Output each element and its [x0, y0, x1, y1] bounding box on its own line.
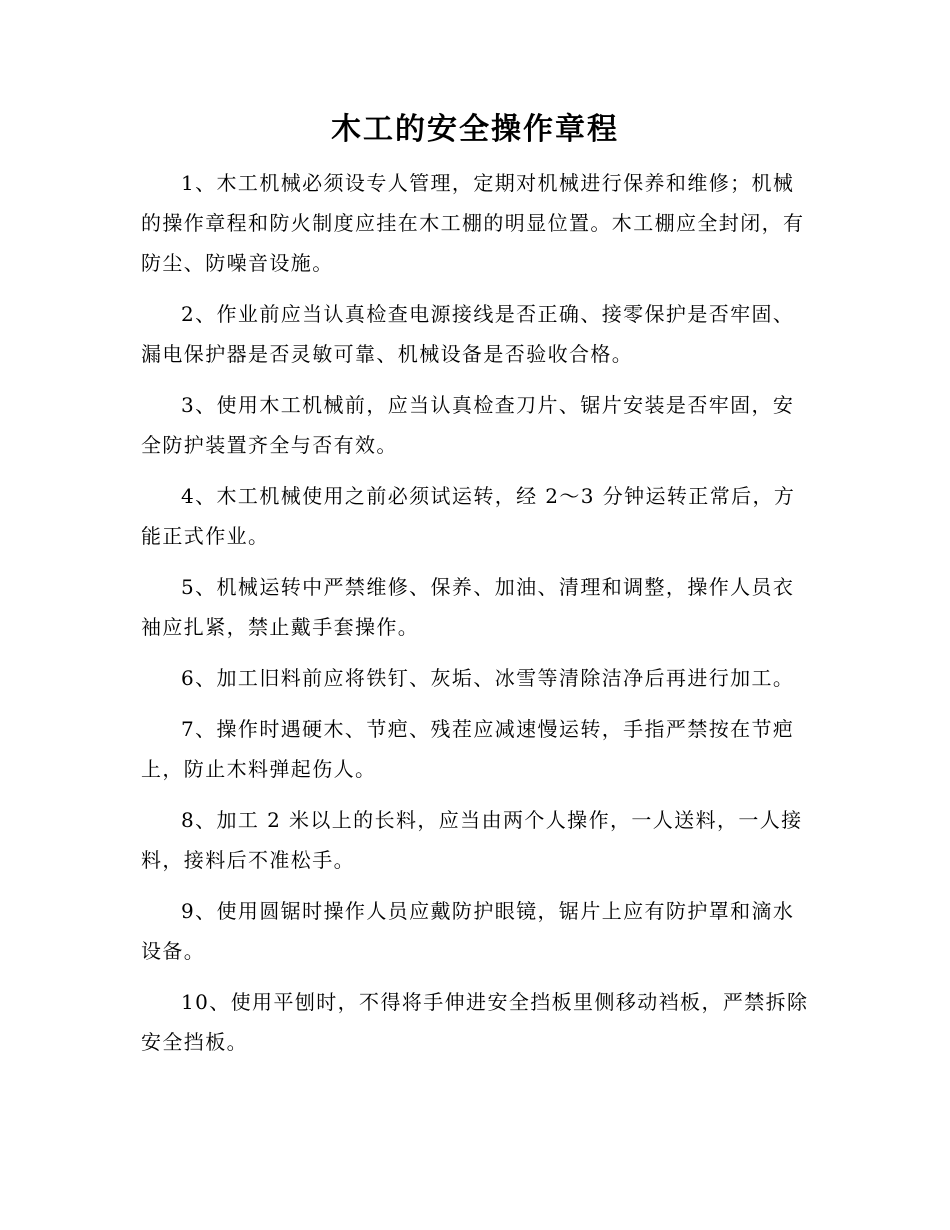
document-body [141, 163, 809, 1073]
paragraph-8: 8、加工 2 米以上的长料，应当由两个人操作，一人送料，一人接料，接料后不准松手。 [141, 808, 803, 872]
paragraph-5: 5、机械运转中严禁维修、保养、加油、清理和调整，操作人员衣袖应扎紧，禁止戴手套操作。 [141, 575, 795, 639]
paragraph-4: 4、木工机械使用之前必须试运转，经 2～3 分钟运转正常后，方能正式作业。 [141, 484, 796, 548]
paragraph-3: 3、使用木工机械前，应当认真检查刀片、锯片安装是否牢固，安全防护装置齐全与否有效。 [141, 393, 795, 457]
paragraph-10: 10、使用平刨时，不得将手伸进安全挡板里侧移动裆板，严禁拆除安全挡板。 [141, 990, 809, 1054]
paragraph-9: 9、使用圆锯时操作人员应戴防护眼镜，锯片上应有防护罩和滴水设备。 [141, 899, 795, 963]
page-title: 木工的安全操作章程 [331, 112, 619, 147]
paragraph-6: 6、加工旧料前应将铁钉、灰垢、冰雪等清除洁净后再进行加工。 [181, 666, 795, 690]
paragraph-7: 7、操作时遇硬木、节疤、残茬应减速慢运转，手指严禁按在节疤上，防止木料弹起伤人。 [141, 717, 795, 781]
paragraph-1: 1、木工机械必须设专人管理，定期对机械进行保养和维修；机械的操作章程和防火制度应挂在木工棚的明显位置。木工棚应全封闭，有防尘、防噪音设施。 [141, 171, 805, 275]
paragraph-2: 2、作业前应当认真检查电源接线是否正确、接零保护是否牢固、漏电保护器是否灵敏可靠、机械设备是否验收合格。 [141, 302, 795, 366]
